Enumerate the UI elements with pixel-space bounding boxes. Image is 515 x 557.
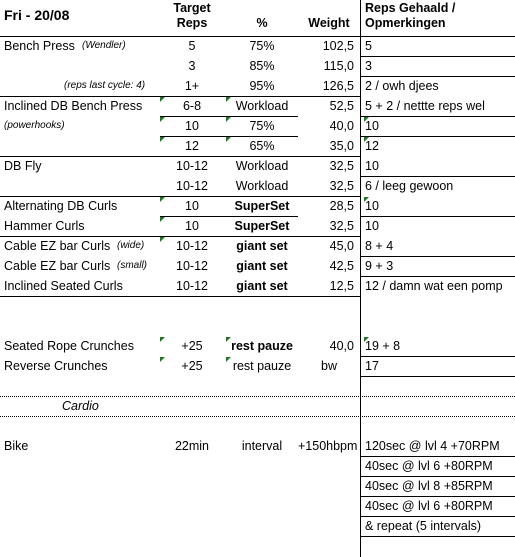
result-cell: 10 (365, 219, 379, 233)
weight-cell: 35,0 (329, 139, 354, 153)
percent-cell: 75% (249, 119, 275, 133)
weight-cell: 126,5 (322, 79, 354, 93)
row-divider (0, 36, 515, 37)
percent-cell: Workload (235, 159, 289, 173)
green-comment-marker (226, 337, 231, 342)
row-divider (361, 216, 515, 217)
row-divider (361, 476, 515, 477)
row-divider (0, 236, 360, 237)
target-reps-cell: 10-12 (176, 279, 208, 293)
percent-cell: SuperSet (234, 199, 290, 213)
result-cell: 10 (365, 159, 379, 173)
exercise-name: Inclined DB Bench Press (4, 99, 143, 113)
result-cell: 12 (365, 139, 379, 153)
row-divider (361, 276, 515, 277)
exercise-name: Bike (4, 439, 29, 453)
green-comment-marker (160, 97, 165, 102)
exercise-name: Bench Press (4, 39, 75, 53)
percent-cell: giant set (236, 239, 288, 253)
exercise-name: Cable EZ bar Curls (4, 259, 111, 273)
row-divider (361, 56, 515, 57)
row-divider (361, 256, 515, 257)
row-divider (0, 156, 360, 157)
result-cell: 9 + 3 (365, 259, 394, 273)
green-comment-marker (160, 217, 165, 222)
weight-cell: 12,5 (329, 279, 354, 293)
weight-cell: 32,5 (329, 219, 354, 233)
row-divider (361, 516, 515, 517)
notes-column-divider (360, 0, 361, 557)
percent-header: % (256, 16, 268, 30)
weight-cell: 115,0 (323, 59, 354, 73)
green-comment-marker (364, 197, 369, 202)
weight-cell: 102,5 (322, 39, 354, 53)
target-reps-cell: 22min (174, 439, 210, 453)
percent-cell: Workload (235, 179, 289, 193)
row-divider (0, 96, 360, 97)
percent-cell: rest pauze (232, 359, 292, 373)
percent-cell: interval (241, 439, 283, 453)
weight-cell: 40,0 (329, 339, 354, 353)
green-comment-marker (364, 137, 369, 142)
green-comment-marker (226, 137, 231, 142)
result-cell: 40sec @ lvl 6 +80RPM (365, 459, 493, 473)
percent-cell: Workload (235, 99, 289, 113)
exercise-note: (small) (117, 260, 147, 271)
target-reps-cell: +25 (181, 359, 203, 373)
weight-cell: 40,0 (329, 119, 354, 133)
green-comment-marker (226, 117, 231, 122)
target-reps-cell: 3 (188, 59, 196, 73)
row-divider (361, 76, 515, 77)
exercise-note: Cardio (62, 399, 99, 413)
result-cell: 40sec @ lvl 8 +85RPM (365, 479, 493, 493)
percent-cell: 75% (249, 39, 275, 53)
target-reps-cell: 10 (185, 219, 199, 233)
row-divider (0, 396, 515, 397)
percent-cell: 95% (249, 79, 275, 93)
exercise-name: Hammer Curls (4, 219, 85, 233)
weight-cell: 28,5 (329, 199, 354, 213)
target-reps-header-line1: Target (173, 1, 211, 15)
result-cell: 6 / leeg gewoon (365, 179, 454, 193)
green-comment-marker (160, 117, 165, 122)
row-divider (361, 376, 515, 377)
weight-cell: bw (321, 359, 337, 373)
weight-cell: 52,5 (329, 99, 354, 113)
exercise-name: Seated Rope Crunches (4, 339, 134, 353)
percent-cell: SuperSet (234, 219, 290, 233)
target-reps-cell: +25 (181, 339, 203, 353)
weight-cell: 32,5 (329, 159, 354, 173)
row-divider (361, 456, 515, 457)
weight-cell: 42,5 (329, 259, 354, 273)
green-comment-marker (226, 97, 231, 102)
result-cell: 8 + 4 (365, 239, 394, 253)
result-cell: 10 (365, 199, 379, 213)
target-reps-cell: 1+ (184, 79, 200, 93)
row-divider (0, 296, 360, 297)
green-comment-marker (226, 357, 231, 362)
target-reps-cell: 5 (188, 39, 196, 53)
result-cell: 120sec @ lvl 4 +70RPM (365, 439, 500, 453)
row-divider (160, 216, 298, 217)
percent-cell: 65% (249, 139, 275, 153)
result-cell: 19 + 8 (365, 339, 401, 353)
exercise-name: Inclined Seated Curls (4, 279, 123, 293)
target-reps-cell: 10-12 (176, 239, 208, 253)
result-cell: 40sec @ lvl 6 +80RPM (365, 499, 493, 513)
notes-header-line1: Reps Gehaald / (365, 1, 456, 15)
green-comment-marker (160, 337, 165, 342)
target-reps-cell: 10-12 (176, 179, 208, 193)
row-divider (0, 196, 360, 197)
weight-header: Weight (308, 16, 350, 30)
exercise-name: Reverse Crunches (4, 359, 108, 373)
result-cell: 5 (365, 39, 372, 53)
weight-cell: +150hbpm (298, 439, 358, 453)
green-comment-marker (160, 237, 165, 242)
row-divider (361, 496, 515, 497)
result-cell: 10 (365, 119, 379, 133)
row-divider (361, 116, 515, 117)
row-divider (160, 136, 298, 137)
green-comment-marker (364, 117, 369, 122)
target-reps-cell: 12 (185, 139, 199, 153)
exercise-name: Cable EZ bar Curls (4, 239, 111, 253)
green-comment-marker (160, 137, 165, 142)
exercise-name: Alternating DB Curls (4, 199, 118, 213)
target-reps-cell: 10 (185, 119, 199, 133)
exercise-note: (wide) (117, 240, 145, 251)
exercise-name: DB Fly (4, 159, 42, 173)
target-reps-header-line2: Reps (176, 16, 208, 30)
exercise-note: (powerhooks) (4, 120, 65, 131)
percent-cell: rest pauze (231, 339, 293, 353)
row-divider (361, 356, 515, 357)
row-divider (160, 116, 298, 117)
percent-cell: 85% (249, 59, 275, 73)
target-reps-cell: 6-8 (182, 99, 202, 113)
weight-cell: 32,5 (329, 179, 354, 193)
target-reps-cell: 10-12 (176, 159, 208, 173)
result-cell: 5 + 2 / nettte reps wel (365, 99, 485, 113)
percent-cell: giant set (236, 259, 288, 273)
result-cell: & repeat (5 intervals) (365, 519, 482, 533)
green-comment-marker (160, 197, 165, 202)
result-cell: 2 / owh djees (365, 79, 439, 93)
row-divider (361, 536, 515, 537)
target-reps-cell: 10 (185, 199, 199, 213)
sheet-title: Fri - 20/08 (4, 7, 70, 23)
exercise-note: (reps last cycle: 4) (64, 80, 146, 91)
row-divider (0, 416, 515, 417)
result-cell: 17 (365, 359, 379, 373)
green-comment-marker (160, 357, 165, 362)
weight-cell: 45,0 (329, 239, 354, 253)
result-cell: 3 (365, 59, 372, 73)
green-comment-marker (364, 337, 369, 342)
row-divider (361, 136, 515, 137)
row-divider (361, 176, 515, 177)
percent-cell: giant set (236, 279, 288, 293)
result-cell: 12 / damn wat een pomp (365, 279, 503, 293)
exercise-note: (Wendler) (82, 40, 126, 51)
notes-header-line2: Opmerkingen (365, 16, 446, 30)
target-reps-cell: 10-12 (176, 259, 208, 273)
